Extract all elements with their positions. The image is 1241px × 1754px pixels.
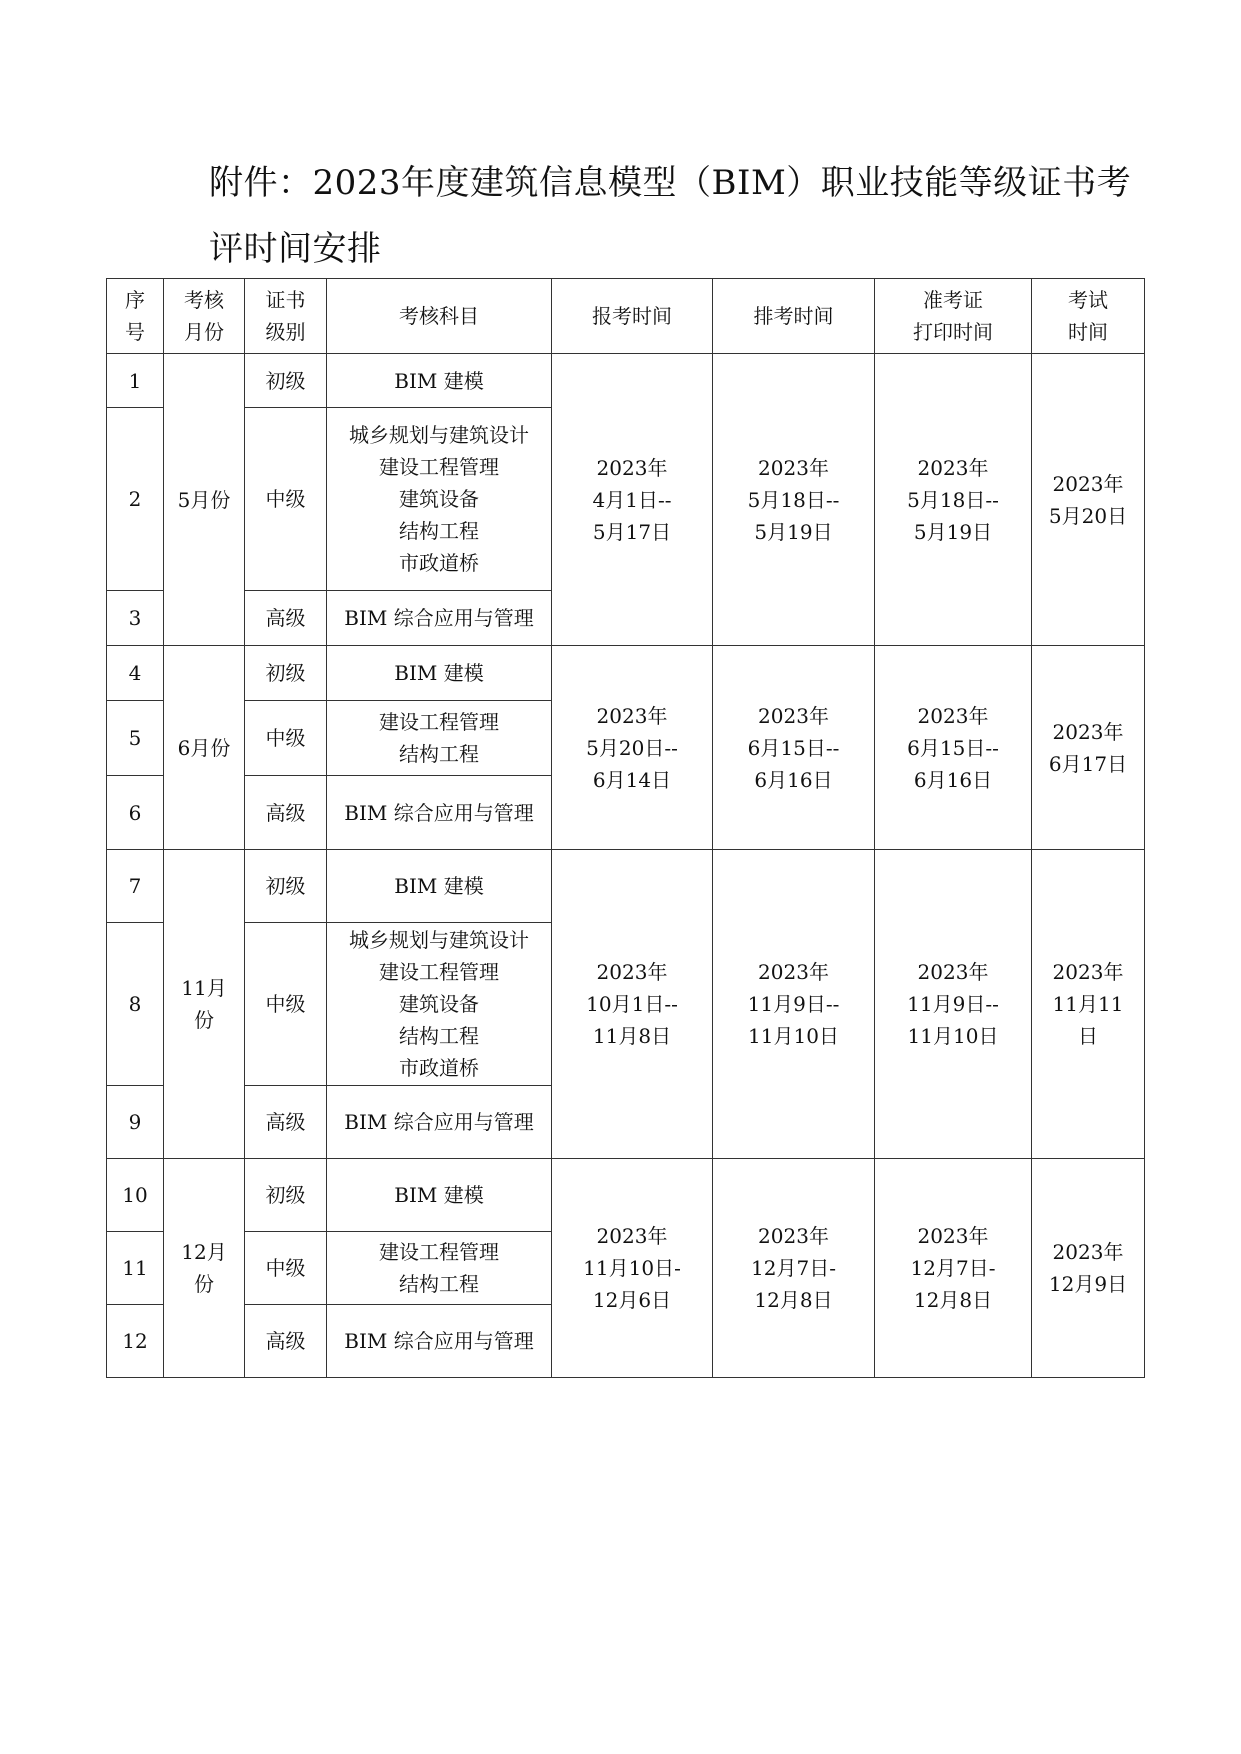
level-cell: 初级 <box>245 354 327 408</box>
document-title-line-1: 附件：2023年度建筑信息模型（BIM）职业技能等级证书考 <box>209 163 1132 203</box>
header-month: 考核 月份 <box>164 279 245 354</box>
seq-cell: 5 <box>107 701 164 776</box>
header-exam-time: 考试 时间 <box>1032 279 1145 354</box>
admission-print-time-cell: 2023年 12月7日- 12月8日 <box>875 1159 1032 1378</box>
arrange-time-cell: 2023年 5月18日-- 5月19日 <box>713 354 875 646</box>
exam-schedule-table <box>106 278 1145 1378</box>
header-seq: 序 号 <box>107 279 164 354</box>
exam-time-cell: 2023年 6月17日 <box>1032 646 1145 850</box>
table-row <box>107 646 1145 701</box>
register-time-cell: 2023年 4月1日-- 5月17日 <box>552 354 713 646</box>
level-cell: 初级 <box>245 850 327 923</box>
register-time-cell: 2023年 10月1日-- 11月8日 <box>552 850 713 1159</box>
register-time-cell: 2023年 5月20日-- 6月14日 <box>552 646 713 850</box>
seq-cell: 10 <box>107 1159 164 1232</box>
register-time-cell: 2023年 11月10日- 12月6日 <box>552 1159 713 1378</box>
document-title <box>209 150 1132 282</box>
subject-cell: BIM 建模 <box>327 850 552 923</box>
level-cell: 初级 <box>245 1159 327 1232</box>
level-cell: 中级 <box>245 701 327 776</box>
exam-time-cell: 2023年 11月11 日 <box>1032 850 1145 1159</box>
exam-time-cell: 2023年 12月9日 <box>1032 1159 1145 1378</box>
arrange-time-cell: 2023年 12月7日- 12月8日 <box>713 1159 875 1378</box>
document-title-line-2: 评时间安排 <box>209 229 382 269</box>
header-arrange-time: 排考时间 <box>713 279 875 354</box>
admission-print-time-cell: 2023年 5月18日-- 5月19日 <box>875 354 1032 646</box>
header-level: 证书 级别 <box>245 279 327 354</box>
level-cell: 高级 <box>245 776 327 850</box>
level-cell: 中级 <box>245 1232 327 1305</box>
subject-cell: 城乡规划与建筑设计 建设工程管理 建筑设备 结构工程 市政道桥 <box>327 408 552 591</box>
seq-cell: 4 <box>107 646 164 701</box>
subject-cell: BIM 综合应用与管理 <box>327 776 552 850</box>
level-cell: 初级 <box>245 646 327 701</box>
level-cell: 高级 <box>245 1305 327 1378</box>
subject-cell: BIM 建模 <box>327 1159 552 1232</box>
level-cell: 中级 <box>245 923 327 1086</box>
admission-print-time-cell: 2023年 11月9日-- 11月10日 <box>875 850 1032 1159</box>
arrange-time-cell: 2023年 11月9日-- 11月10日 <box>713 850 875 1159</box>
table-row <box>107 1159 1145 1232</box>
table-row <box>107 850 1145 923</box>
month-cell: 11月 份 <box>164 850 245 1159</box>
admission-print-time-cell: 2023年 6月15日-- 6月16日 <box>875 646 1032 850</box>
seq-cell: 1 <box>107 354 164 408</box>
subject-cell: 城乡规划与建筑设计 建设工程管理 建筑设备 结构工程 市政道桥 <box>327 923 552 1086</box>
subject-cell: BIM 综合应用与管理 <box>327 1305 552 1378</box>
subject-cell: 建设工程管理 结构工程 <box>327 1232 552 1305</box>
seq-cell: 7 <box>107 850 164 923</box>
month-cell: 6月份 <box>164 646 245 850</box>
subject-cell: BIM 综合应用与管理 <box>327 1086 552 1159</box>
header-register-time: 报考时间 <box>552 279 713 354</box>
header-admission-print-time: 准考证 打印时间 <box>875 279 1032 354</box>
level-cell: 高级 <box>245 1086 327 1159</box>
seq-cell: 9 <box>107 1086 164 1159</box>
month-cell: 12月 份 <box>164 1159 245 1378</box>
month-cell: 5月份 <box>164 354 245 646</box>
subject-cell: BIM 建模 <box>327 646 552 701</box>
seq-cell: 12 <box>107 1305 164 1378</box>
arrange-time-cell: 2023年 6月15日-- 6月16日 <box>713 646 875 850</box>
subject-cell: 建设工程管理 结构工程 <box>327 701 552 776</box>
subject-cell: BIM 建模 <box>327 354 552 408</box>
level-cell: 高级 <box>245 591 327 646</box>
seq-cell: 2 <box>107 408 164 591</box>
table-header-row <box>107 279 1145 354</box>
seq-cell: 6 <box>107 776 164 850</box>
table-row <box>107 354 1145 408</box>
subject-cell: BIM 综合应用与管理 <box>327 591 552 646</box>
seq-cell: 3 <box>107 591 164 646</box>
exam-time-cell: 2023年 5月20日 <box>1032 354 1145 646</box>
seq-cell: 8 <box>107 923 164 1086</box>
header-subject: 考核科目 <box>327 279 552 354</box>
seq-cell: 11 <box>107 1232 164 1305</box>
level-cell: 中级 <box>245 408 327 591</box>
